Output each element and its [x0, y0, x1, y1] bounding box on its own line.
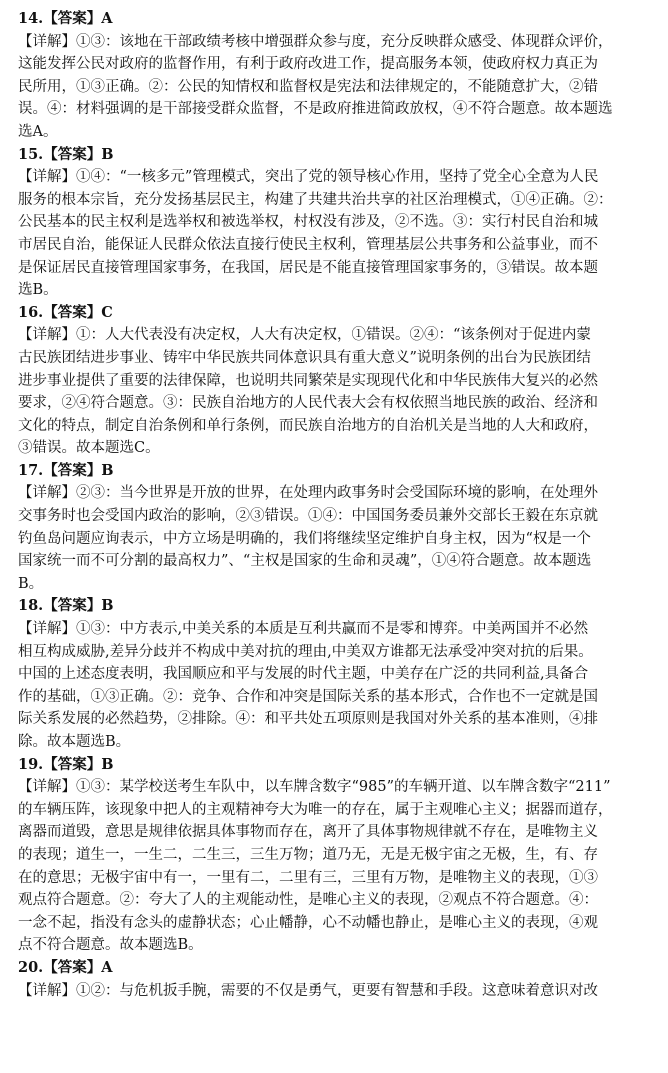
explanation-line: 除。故本题选B。: [18, 734, 131, 750]
answer-header: 17.【答案】B: [18, 461, 114, 479]
answer-header: 20.【答案】A: [18, 958, 113, 976]
question-block: [18, 8, 648, 144]
explanation-line: 进步事业提供了重要的法律保障，也说明共同繁荣是实现现代化和中华民族伟大复兴的必然: [18, 372, 598, 389]
explanation-line: 点不符合题意。故本题选B。: [18, 937, 203, 954]
explanation-line: 服务的根本宗旨，充分发扬基层民主，构建了共建共治共享的社区治理模式，①④正确。②：: [18, 191, 613, 208]
explanation-line: 【详解】①②：与危机扳手腕，需要的不仅是勇气，更要有智慧和手段。这意味着意识对改: [18, 982, 598, 999]
explanation-line: 相互构成威胁,差异分歧并不构成中美对抗的理由,中美双方谁都无法承受冲突对抗的后果。: [18, 643, 593, 660]
explanation-line: 民所用，①③正确。②：公民的知情权和监督权是宪法和法律规定的，不能随意扩大，②错: [18, 78, 598, 95]
explanation-line: 一念不起，指没有念头的虚静状态；心止幡静，心不动幡也静止，是唯心主义的表现，④观: [18, 914, 598, 931]
explanation-line: 中国的上述态度表明，我国顺应和平与发展的时代主题，中美存在广泛的共同利益,具备合: [18, 666, 589, 683]
explanation-line: 【详解】①④：“一核多元”管理模式，突出了党的领导核心作用，坚持了党全心全意为人民: [18, 169, 599, 186]
question-block: [18, 754, 648, 957]
explanation-line: 【详解】①③：该地在干部政绩考核中增强群众参与度，充分反映群众感受、体现群众评价，: [18, 33, 613, 50]
explanation-line: 选B。: [18, 282, 58, 299]
explanation-line: 的表现；道生一，一生二，二生三，三生万物；道乃无，无是无极宇宙之无极，生，有、存: [18, 846, 598, 863]
explanation-line: 要求，②④符合题意。③：民族自治地方的人民代表大会有权依照当地民族的政治、经济和: [18, 395, 598, 412]
explanation-line: 选A。: [18, 123, 58, 140]
explanation-line: 公民基本的民主权利是选举权和被选举权，村权没有涉及，②不选。③：实行村民自治和城: [18, 214, 598, 231]
explanation-line: 交事务时也会受国内政治的影响，②③错误。①④：中国国务委员兼外交部长王毅在东京就: [18, 508, 598, 525]
answer-header: 19.【答案】B: [18, 755, 114, 773]
explanation-line: 【详解】②③：当今世界是开放的世界，在处理内政事务时会受国际环境的影响，在处理外: [18, 485, 598, 502]
explanation-line: 误。④：材料强调的是干部接受群众监督，不是政府推进简政放权，④不符合题意。故本题选: [18, 101, 613, 118]
question-block: [18, 144, 648, 302]
explanation-line: 【详解】①：人大代表没有决定权，人大有决定权，①错误。②④：“该条例对于促进内蒙: [18, 327, 591, 344]
explanation-line: 市居民自治，能保证人民群众依法直接行使民主权利，管理基层公共事务和公益事业，而不: [18, 236, 598, 253]
question-block: [18, 460, 648, 596]
explanation-line: 这能发挥公民对政府的监督作用，有利于政府改进工作，提高服务本领，使政府权力真正为: [18, 56, 598, 73]
explanation-line: 是保证居民直接管理国家事务，在我国，居民是不能直接管理国家事务的，③错误。故本题: [18, 259, 598, 276]
explanation-line: 钓鱼岛问题应询表示，中方立场是明确的，我们将继续坚定维护自身主权，因为“权是一个: [18, 530, 591, 547]
explanation-line: B。: [18, 575, 44, 592]
explanation-line: 在的意思；无极宇宙中有一，一里有二，二里有三，三里有万物，是唯物主义的表现，①③: [18, 869, 598, 886]
explanation-line: 作的基础，①③正确。②：竞争、合作和冲突是国际关系的基本形式，合作也不一定就是国: [18, 688, 598, 705]
question-block: [18, 957, 648, 1002]
answer-header: 18.【答案】B: [18, 597, 114, 615]
explanation-line: 国家统一而不可分割的最高权力”、“主权是国家的生命和灵魂”，①④符合题意。故本题选: [18, 553, 592, 570]
question-block: [18, 595, 648, 753]
explanation-line: ③错误。故本题选C。: [18, 440, 160, 457]
answer-header: 15.【答案】B: [18, 145, 114, 163]
explanation-line: 文化的特点，制定自治条例和单行条例，而民族自治地方的自治机关是当地的人大和政府，: [18, 417, 598, 434]
explanation-line: 古民族团结进步事业、铸牢中华民族共同体意识具有重大意义”说明条例的出台为民族团结: [18, 349, 591, 366]
explanation-line: 观点符合题意。②：夸大了人的主观能动性，是唯心主义的表现，②观点不符合题意。④：: [18, 892, 598, 909]
answer-header: 14.【答案】A: [18, 10, 113, 27]
question-block: [18, 302, 648, 460]
explanation-line: 际关系发展的必然趋势，②排除。④：和平共处五项原则是我国对外关系的基本准则，④排: [18, 711, 598, 728]
explanation-line: 离器而道毁，意思是规律依据具体事物而存在，离开了具体事物规律就不存在，是唯物主义: [18, 824, 598, 841]
answer-header: 16.【答案】C: [18, 303, 113, 321]
explanation-line: 【详解】①③：中方表示,中美关系的本质是互利共赢而不是零和博弈。中美两国并不必然: [18, 621, 589, 638]
explanation-line: 【详解】①③：某学校送考生车队中，以车牌含数字“985”的车辆开道、以车牌含数字“211”: [18, 779, 611, 796]
explanation-line: 的车辆压阵，该现象中把人的主观精神夸大为唯一的存在，属于主观唯心主义；据器而道存，: [18, 801, 613, 818]
